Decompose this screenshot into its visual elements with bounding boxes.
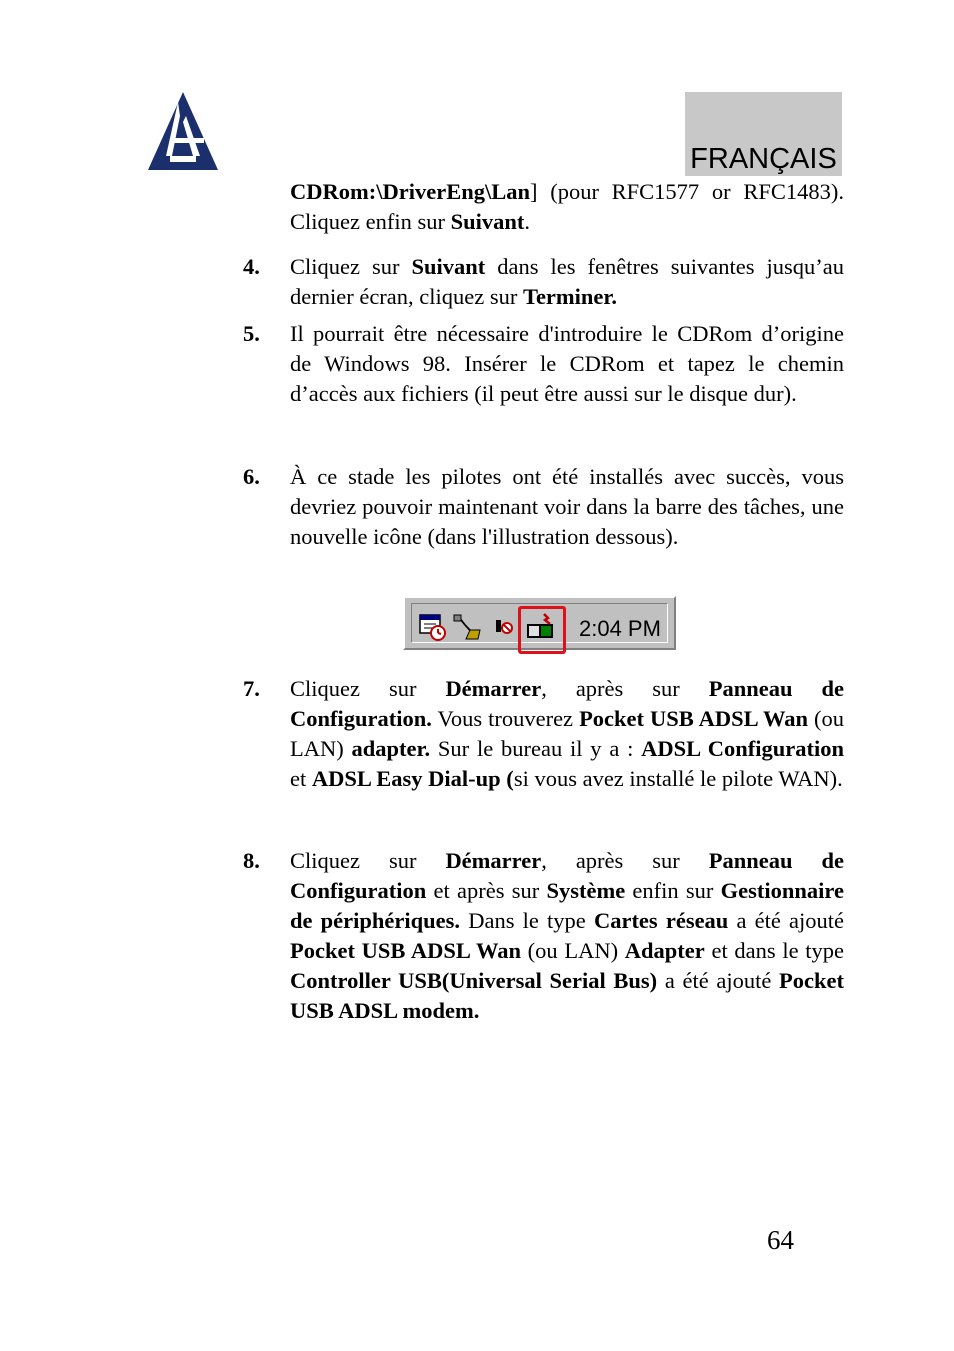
tray-clock: 2:04 PM: [579, 616, 661, 641]
step-text: À ce stade les pilotes ont été installés avec succès, vous devriez pouvoir maintenant voir dans la barre des tâches, une nouvelle icône (dans l'illustration dessous).: [290, 464, 844, 549]
step-text: Cliquez sur Démarrer, après sur Panneau de Configuration. Vous trouverez Pocket USB ADSL Wan (ou LAN) adapter. Sur le bureau il y a : ADSL Configuration et ADSL Easy Dial-up (si vous avez installé le pilote WAN).: [290, 676, 844, 791]
page-number: 64: [767, 1225, 794, 1255]
step-number: 4.: [243, 254, 260, 279]
step-6: [243, 462, 844, 552]
step-text: Il pourrait être nécessaire d'introduire le CDRom d’origine de Windows 98. Insérer le CDRom et tapez le chemin d’accès aux fichiers (il peut être aussi sur le disque dur).: [290, 321, 844, 406]
step-number: 5.: [243, 321, 260, 346]
step-5: [243, 319, 844, 409]
new-icon-highlight: [518, 606, 566, 654]
step-4: [243, 252, 844, 312]
step-8: [243, 846, 844, 1026]
step-7: [243, 674, 844, 794]
step-text: Cliquez sur Démarrer, après sur Panneau de Configuration et après sur Système enfin sur Gestionnaire de périphériques. Dans le type Cartes réseau a été ajouté Pocket USB ADSL Wan (ou LAN) Adapter et dans le type Controller USB(Universal Serial Bus) a été ajouté Pocket USB ADSL modem.: [290, 848, 845, 1023]
step-number: 8.: [243, 848, 260, 873]
taskbar-tray-screenshot: [403, 596, 676, 650]
step-text: Cliquez sur Suivant dans les fenêtres suivantes jusqu’au dernier écran, cliquez sur Terminer.: [290, 254, 844, 309]
usb-plug-icon: [452, 612, 484, 642]
atlantis-logo: [148, 92, 218, 170]
step-number: 7.: [243, 676, 260, 701]
tray-inset: [411, 603, 668, 643]
language-label: FRANÇAIS: [690, 143, 837, 175]
speaker-icon: [492, 612, 514, 642]
step-3-continuation: CDRom:\DriverEng\Lan] (pour RFC1577 or RFC1483). Cliquez enfin sur Suivant.: [290, 179, 844, 234]
language-tab: [685, 92, 842, 176]
scheduler-icon: [418, 612, 450, 642]
step-number: 6.: [243, 464, 260, 489]
